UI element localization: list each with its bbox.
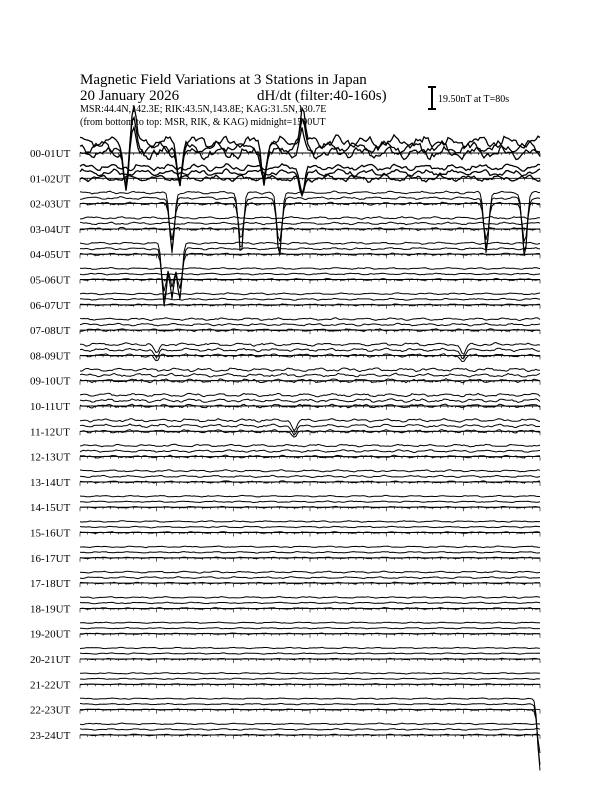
- trace-rik: [80, 298, 540, 300]
- trace-order-note: (from bottom to top: MSR, RIK, & KAG) midnight=1500UT: [80, 117, 326, 128]
- scale-label: 19.50nT at T=80s: [438, 94, 510, 105]
- trace-msr: [80, 419, 540, 431]
- hour-label: 00-01UT: [30, 148, 71, 160]
- hour-label: 08-09UT: [30, 350, 71, 363]
- trace-kag: [80, 253, 540, 291]
- trace-msr: [80, 470, 540, 472]
- trace-kag: [80, 174, 540, 194]
- hour-label: 10-11UT: [30, 401, 70, 413]
- trace-msr: [80, 393, 540, 397]
- trace-rik: [80, 273, 540, 275]
- trace-msr: [80, 571, 540, 573]
- trace-rik: [80, 552, 540, 554]
- hour-label: 21-22UT: [30, 679, 71, 692]
- hour-label: 01-02UT: [30, 173, 71, 186]
- hour-label: 12-13UT: [30, 451, 71, 464]
- trace-msr: [80, 723, 540, 725]
- hour-label: 18-19UT: [30, 603, 71, 616]
- trace-msr: [80, 293, 540, 295]
- hour-label: 07-08UT: [30, 325, 71, 338]
- trace-msr: [80, 622, 540, 623]
- hour-label: 19-20UT: [30, 628, 71, 641]
- hour-label: 06-07UT: [30, 299, 71, 312]
- chart-title: Magnetic Field Variations at 3 Stations in Japan: [80, 72, 367, 88]
- trace-msr: [80, 647, 540, 648]
- station-coordinates: MSR:44.4N,142.3E; RIK:43.5N,143.8E; KAG:31.5N,130.7E: [80, 104, 327, 115]
- hour-label: 04-05UT: [30, 249, 71, 262]
- trace-msr: [80, 521, 540, 522]
- trace-rik: [80, 653, 540, 654]
- trace-kag: [80, 202, 540, 242]
- hour-label: 13-14UT: [30, 476, 71, 489]
- trace-msr: [80, 546, 540, 548]
- trace-msr: [80, 673, 540, 674]
- trace-msr: [80, 495, 540, 497]
- hour-label: 09-10UT: [30, 375, 71, 388]
- hour-label: 05-06UT: [30, 274, 71, 287]
- trace-msr: [80, 318, 540, 321]
- quantity-label: dH/dt (filter:40-160s): [257, 88, 387, 104]
- trace-rik: [80, 602, 540, 604]
- hour-label: 16-17UT: [30, 552, 71, 565]
- trace-rik: [80, 577, 540, 579]
- trace-rik: [80, 628, 540, 629]
- trace-rik: [80, 373, 540, 377]
- trace-rik: [80, 475, 540, 477]
- hour-label: 14-15UT: [30, 502, 71, 515]
- trace-msr: [80, 343, 540, 355]
- trace-msr: [80, 597, 540, 599]
- hour-label: 02-03UT: [30, 198, 71, 211]
- chart-date: 20 January 2026: [80, 88, 180, 104]
- trace-kag: [80, 709, 540, 753]
- hour-label: 17-18UT: [30, 578, 71, 591]
- hour-label: 22-23UT: [30, 704, 71, 717]
- trace-rik: [80, 399, 540, 403]
- trace-msr: [80, 268, 540, 270]
- trace-msr: [80, 217, 540, 220]
- trace-msr: [80, 368, 540, 372]
- hour-label: 15-16UT: [30, 527, 71, 540]
- trace-rik: [80, 222, 540, 225]
- hour-label: 23-24UT: [30, 729, 71, 742]
- trace-rik: [80, 323, 540, 326]
- trace-rik: [80, 678, 540, 679]
- trace-rik: [80, 450, 540, 453]
- trace-rik: [80, 501, 540, 503]
- trace-msr: [80, 444, 540, 447]
- hour-label: 11-12UT: [30, 426, 70, 439]
- trace-rik: [80, 729, 540, 731]
- hour-label: 03-04UT: [30, 223, 71, 236]
- trace-rik: [80, 526, 540, 528]
- hour-label: 20-21UT: [30, 654, 71, 666]
